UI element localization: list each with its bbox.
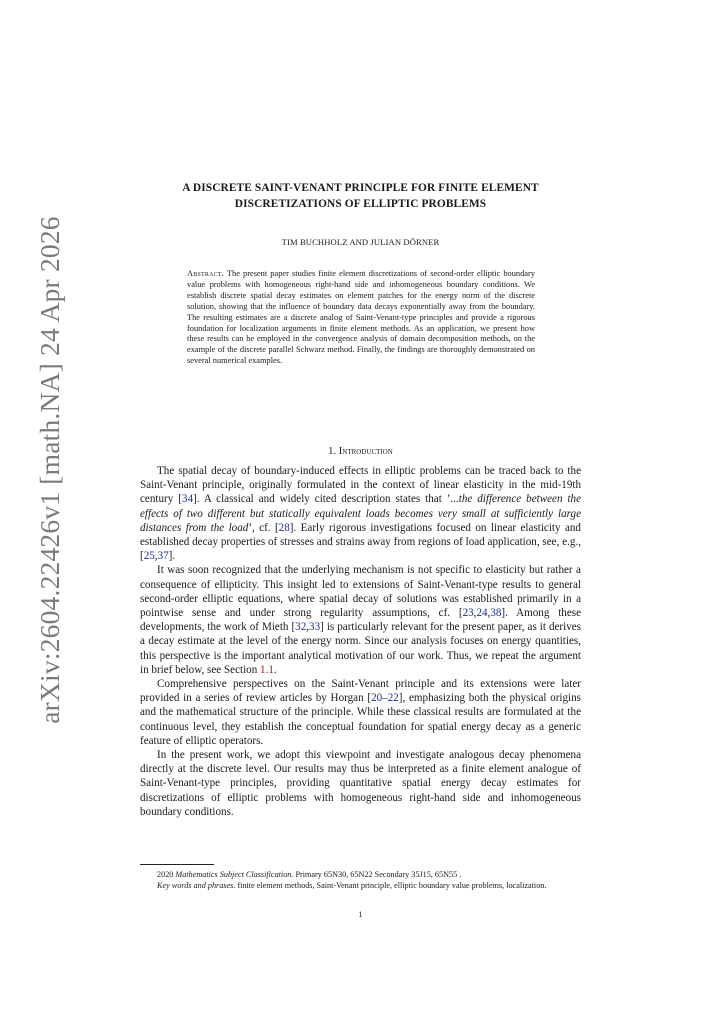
citation-link[interactable]: 28: [278, 521, 290, 534]
text-run: ], emphasizing both the physical origins and the mathematical structure of the principle. While these classical results are formulated at the continuous level, they establish the conceptual foundation for spatial energy decay as a generic feature of elliptic operators.: [140, 692, 582, 747]
text-run: ]. A classical and widely cited description states that ’: [193, 493, 451, 506]
text-run: ]. Among these developments, the work of Mieth [: [140, 607, 581, 634]
footnotes: [140, 869, 581, 892]
keywords-footnote: [140, 880, 581, 891]
citation-link[interactable]: 34: [181, 493, 194, 506]
text-run: ,: [306, 621, 310, 634]
section-heading: [140, 446, 581, 457]
page-number: 1: [358, 910, 363, 919]
text-run: .: [273, 663, 277, 676]
quotation: ...the difference between the effects of two different but statically equivalent loads becomes very small at sufficiently large distances from the load: [140, 493, 581, 534]
keywords-label: Key words and phrases.: [157, 881, 236, 891]
footnote-rule: [140, 864, 214, 865]
paper-title: [140, 180, 581, 212]
abstract-label: Abstract.: [187, 269, 224, 278]
abstract: [187, 269, 535, 367]
text-run: ,: [473, 607, 477, 620]
citation-link[interactable]: 25: [143, 550, 155, 563]
section-reference-link[interactable]: 1.1: [260, 663, 274, 676]
section-number: 1.: [328, 446, 337, 457]
text-run: Comprehensive perspectives on the Saint-Venant principle and its extensions were later provided in a series of review articles by Horgan [: [140, 678, 581, 705]
text-run: ] is particularly relevant for the present paper, as it derives a decay estimate at the level of the energy norm. Since our analysis focuses on energy quantities, this perspective is the important analytical motivation of our work. Thus, we repeat the argument in brief below, see Section: [140, 621, 581, 676]
section-title: Introduction: [338, 446, 393, 457]
text-run: It was soon recognized that the underlying mechanism is not specific to elasticity but rather a consequence of ellipticity. This insight led to extensions of Saint-Venant-type results to general second-order elliptic equations, where spatial decay of solutions was established primarily in a pointwise sense and under strong regularity assumptions, cf. [: [140, 564, 581, 620]
text-run: ’, cf. [: [248, 521, 279, 534]
msc-footnote: [140, 869, 581, 880]
arxiv-identifier: arXiv:2604.22426v1 [math.NA] 24 Apr 2026: [34, 216, 65, 724]
text-run: ,: [154, 550, 158, 563]
title-line-2: DISCRETIZATIONS OF ELLIPTIC PROBLEMS: [234, 198, 487, 210]
paragraph-4: In the present work, we adopt this viewpoint and investigate analogous decay phenomena directly at the discrete level. Our results may thus be interpreted as a finite element analogue of Saint-Venant-type principles, providing quantitative spatial energy decay estimates for discretizations of elliptic problems with homogeneous right-hand side and inhomogeneous boundary conditions.: [140, 749, 581, 818]
text-run: ,: [487, 607, 491, 620]
introduction-body: [140, 464, 581, 819]
citation-link[interactable]: 24: [476, 607, 488, 620]
text-run: ].: [168, 550, 176, 563]
citation-link[interactable]: 20–22: [371, 692, 399, 705]
title-line-1: A DISCRETE SAINT-VENANT PRINCIPLE FOR FINITE ELEMENT: [182, 182, 539, 194]
citation-link[interactable]: 23: [462, 607, 474, 620]
citation-link[interactable]: 33: [309, 621, 321, 634]
text-run: ]. Early rigorous investigations focused on linear elasticity and established decay properties of stresses and strains away from regions of load application, see, e.g., [: [140, 521, 581, 563]
authors: TIM BUCHHOLZ AND JULIAN DÖRNER: [281, 237, 440, 247]
msc-codes: Primary 65N30, 65N22 Secondary 35J15, 65N55 .: [295, 870, 462, 879]
paragraph-2: [140, 563, 581, 677]
keywords-text: finite element methods, Saint-Venant principle, elliptic boundary value problems, localization.: [237, 881, 547, 891]
abstract-text: The present paper studies finite element discretizations of second-order elliptic boundary value problems with homogeneous right-hand side and inhomogeneous boundary conditions. We establish discrete spatial decay estimates on element patches for the energy norm of the discrete solution, showing that the influence of boundary data decays exponentially away from the boundary. The resulting estimates are a discrete analog of Saint-Venant-type principles and provide a rigorous foundation for localization arguments in finite element methods. As an application, we present how these results can be employed in the convergence analysis of domain decomposition methods, on the example of the discrete parallel Schwarz method. Finally, the findings are thoroughly demonstrated on several numerical examples.: [187, 269, 536, 366]
msc-label: Mathematics Subject Classification.: [175, 870, 294, 879]
text-run: The spatial decay of boundary-induced effects in elliptic problems can be traced back to the Saint-Venant principle, originally formulated in the context of linear elasticity in the mid-19th century [: [140, 465, 581, 506]
msc-year: 2020: [157, 870, 174, 879]
citation-link[interactable]: 32: [295, 621, 307, 634]
paragraph-3: [140, 677, 581, 748]
paragraph-1: [140, 464, 581, 563]
citation-link[interactable]: 37: [157, 550, 169, 563]
citation-link[interactable]: 38: [490, 607, 502, 620]
